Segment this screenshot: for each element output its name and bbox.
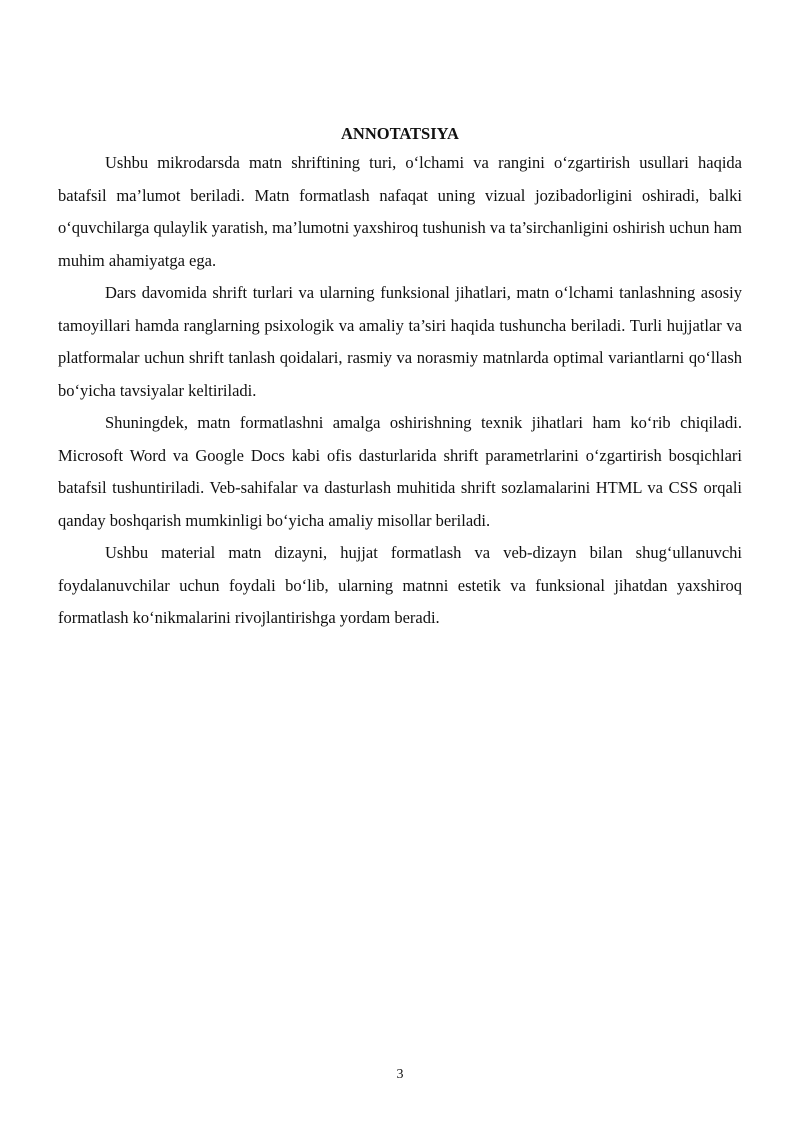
- document-page: [58, 124, 742, 635]
- page-number: 3: [396, 1067, 404, 1082]
- paragraph-2: Dars davomida shrift turlari va ularning funksional jihatlari, matn o‘lchami tanlashning asosiy tamoyillari hamda ranglarning psixologik va amaliy ta’siri haqida tushuncha beriladi. Turli hujjatlar va platformalar uchun shrift tanlash qoidalari, rasmiy va norasmiy matnlarda optimal variantlarni qo‘llash bo‘yicha tavsiyalar keltiriladi.: [58, 283, 742, 400]
- paragraph-1: Ushbu mikrodarsda matn shriftining turi, o‘lchami va rangini o‘zgartirish usullari haqida batafsil ma’lumot beriladi. Matn formatlash nafaqat uning vizual jozibadorligini oshiradi, balki o‘quvchilarga qulaylik yaratish, ma’lumotni yaxshiroq tushunish va ta’sirchanligini oshirish uchun ham muhim ahamiyatga ega.: [58, 153, 742, 270]
- paragraph-4: Ushbu material matn dizayni, hujjat formatlash va veb-dizayn bilan shug‘ullanuvchi foydalanuvchilar uchun foydali bo‘lib, ularning matnni estetik va funksional jihatdan yaxshiroq formatlash ko‘nikmalarini rivojlantirishga yordam beradi.: [58, 543, 742, 627]
- document-title: ANNOTATSIYA: [341, 124, 459, 143]
- paragraph-3: Shuningdek, matn formatlashni amalga oshirishning texnik jihatlari ham ko‘rib chiqiladi. Microsoft Word va Google Docs kabi ofis dasturlarida shrift parametrlarini o‘zgartirish bosqichlari batafsil tushuntiriladi. Veb-sahifalar va dasturlash muhitida shrift sozlamalarini HTML va CSS orqali qanday boshqarish mumkinligi bo‘yicha amaliy misollar beriladi.: [58, 413, 742, 530]
